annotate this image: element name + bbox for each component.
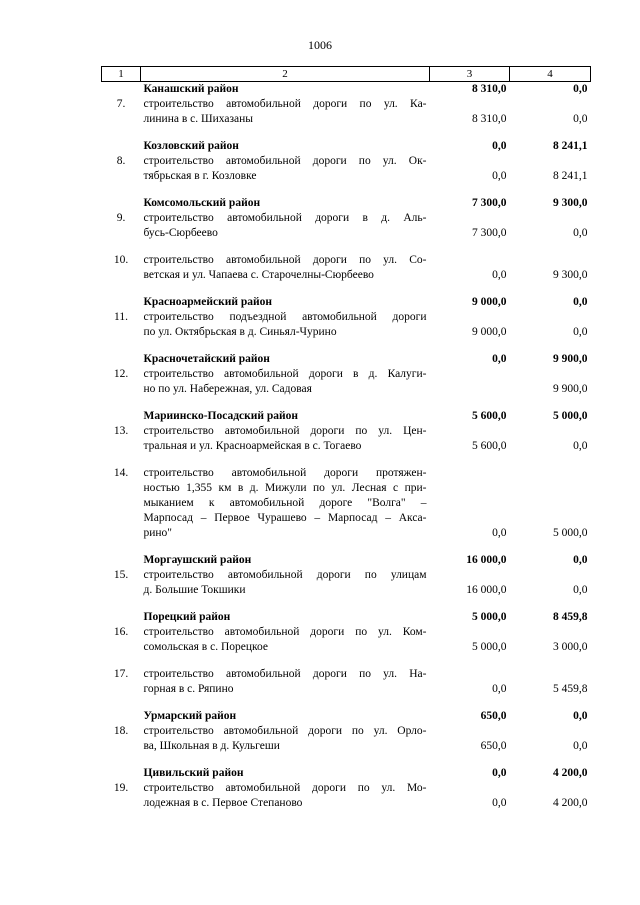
item-value-col3: 0,0 (492, 683, 507, 695)
row-spacer (102, 697, 591, 709)
item-value-col4: 9 900,0 (553, 383, 588, 395)
item-value-col4: 0,0 (573, 326, 588, 338)
district-total-col3: 7 300,0 (472, 197, 507, 209)
district-total-col4: 4 200,0 (553, 767, 588, 779)
description-line: тябрьская в г. Козловке (143, 170, 257, 182)
district-total-col4: 8 459,8 (553, 611, 588, 623)
item-row (102, 424, 591, 454)
item-value-col4: 0,0 (573, 113, 588, 125)
row-spacer (102, 754, 591, 766)
district-name: Моргаушский район (143, 554, 252, 566)
district-row (102, 139, 591, 154)
district-total-col4: 9 300,0 (553, 197, 588, 209)
item-number: 15. (113, 569, 129, 581)
district-total-col3: 16 000,0 (466, 554, 507, 566)
item-value-col3: 0,0 (492, 527, 507, 539)
district-row (102, 352, 591, 367)
description-line: ва, Школьная в д. Кульгеши (143, 740, 280, 752)
item-value-col3: 16 000,0 (466, 584, 507, 596)
district-row (102, 709, 591, 724)
row-number (102, 709, 141, 724)
item-row (102, 367, 591, 397)
district-total-col3: 0,0 (492, 353, 507, 365)
district-total-col4: 9 900,0 (553, 353, 588, 365)
district-total-col3: 5 600,0 (472, 410, 507, 422)
row-spacer (102, 541, 591, 553)
description-line: строительство автомобильной дороги по ул. Орло- (143, 725, 427, 737)
item-description (141, 466, 430, 541)
district-name: Красночетайский район (143, 353, 270, 365)
item-number: 13. (113, 425, 129, 437)
table-header-row (102, 67, 591, 82)
district-row (102, 82, 591, 98)
item-number: 11. (114, 311, 128, 323)
item-value-col3 (430, 367, 510, 397)
item-row (102, 310, 591, 340)
item-row (102, 211, 591, 241)
header-col-1: 1 (102, 67, 141, 82)
row-number (102, 196, 141, 211)
item-row (102, 568, 591, 598)
description-line: тральная и ул. Красноармейская в с. Тогаево (143, 440, 362, 452)
district-total-col3: 5 000,0 (472, 611, 507, 623)
item-row (102, 154, 591, 184)
description-line: ностью 1,355 км в д. Мижули по ул. Лесная с при- (143, 482, 427, 494)
district-name: Комсомольский район (143, 197, 261, 209)
item-value-col3: 650,0 (480, 740, 507, 752)
district-total-col4: 0,0 (573, 296, 588, 308)
item-value-col4: 5 459,8 (553, 683, 588, 695)
description-line: сомольская в с. Порецкое (143, 641, 269, 653)
row-number (102, 139, 141, 154)
item-description (141, 424, 430, 454)
item-value-col4: 5 000,0 (553, 527, 588, 539)
budget-table (101, 66, 591, 811)
item-number: 19. (113, 782, 129, 794)
spacer-cell (102, 655, 591, 667)
district-total-col4: 0,0 (573, 554, 588, 566)
row-number (102, 82, 141, 98)
description-line: но по ул. Набережная, ул. Садовая (143, 383, 312, 395)
item-description (141, 253, 430, 283)
row-number (102, 295, 141, 310)
district-name: Урмарский район (143, 710, 237, 722)
item-row (102, 667, 591, 697)
item-value-col4: 8 241,1 (553, 170, 588, 182)
row-spacer (102, 127, 591, 139)
item-number: 12. (113, 368, 129, 380)
item-value-col3: 0,0 (492, 269, 507, 281)
header-col-2: 2 (141, 67, 430, 82)
district-name: Козловский район (143, 140, 239, 152)
item-value-col3: 7 300,0 (472, 227, 507, 239)
description-line: Марпосад – Первое Чурашево – Марпосад – Акса- (143, 512, 427, 524)
district-total-col4: 5 000,0 (553, 410, 588, 422)
description-line: по ул. Октябрьская в д. Синьял-Чурино (143, 326, 337, 338)
item-description (141, 211, 430, 241)
district-name: Цивильский район (143, 767, 244, 779)
item-row (102, 97, 591, 127)
spacer-cell (102, 541, 591, 553)
row-number (102, 766, 141, 781)
spacer-cell (102, 754, 591, 766)
district-row (102, 553, 591, 568)
item-number: 17. (113, 668, 129, 680)
spacer-cell (102, 241, 591, 253)
description-line: строительство автомобильной дороги по ул. На- (143, 668, 427, 680)
district-total-col4: 0,0 (573, 83, 588, 95)
item-description (141, 154, 430, 184)
item-value-col4: 9 300,0 (553, 269, 588, 281)
row-spacer (102, 184, 591, 196)
item-number: 16. (113, 626, 129, 638)
item-row (102, 466, 591, 541)
item-description (141, 568, 430, 598)
row-number (102, 610, 141, 625)
item-row (102, 625, 591, 655)
description-line: лодежная в с. Первое Степаново (143, 797, 303, 809)
description-line: строительство автомобильной дороги по ул. Цен- (143, 425, 427, 437)
spacer-cell (102, 697, 591, 709)
item-value-col4: 4 200,0 (553, 797, 588, 809)
row-spacer (102, 397, 591, 409)
district-total-col3: 9 000,0 (472, 296, 507, 308)
item-value-col3: 9 000,0 (472, 326, 507, 338)
spacer-cell (102, 598, 591, 610)
description-line: строительство автомобильной дороги протяжен- (143, 467, 427, 479)
description-line: строительство автомобильной дороги по ул. Мо- (143, 782, 427, 794)
row-number (102, 409, 141, 424)
description-line: д. Большие Токшики (143, 584, 246, 596)
item-number: 7. (116, 98, 126, 110)
item-value-col4: 0,0 (573, 584, 588, 596)
spacer-cell (102, 283, 591, 295)
item-row (102, 253, 591, 283)
spacer-cell (102, 184, 591, 196)
district-row (102, 610, 591, 625)
item-description (141, 310, 430, 340)
row-spacer (102, 655, 591, 667)
description-line: строительство автомобильной дороги по ул. Ком- (143, 626, 427, 638)
spacer-cell (102, 340, 591, 352)
description-line: строительство автомобильной дороги по ул. Со- (143, 254, 427, 266)
spacer-cell (102, 454, 591, 466)
item-value-col4: 0,0 (573, 440, 588, 452)
page-number: 1006 (308, 38, 332, 52)
description-line: линина в с. Шихазаны (143, 113, 253, 125)
row-spacer (102, 283, 591, 295)
description-line: строительство автомобильной дороги по улицам (143, 569, 427, 581)
item-number: 18. (113, 725, 129, 737)
item-value-col3: 5 600,0 (472, 440, 507, 452)
district-total-col3: 8 310,0 (472, 83, 507, 95)
description-line: бусь-Сюрбеево (143, 227, 218, 239)
item-number: 8. (116, 155, 126, 167)
item-number: 10. (113, 254, 129, 266)
item-value-col3: 8 310,0 (472, 113, 507, 125)
description-line: ветская и ул. Чапаева с. Старочелны-Сюрбеево (143, 269, 374, 281)
item-value-col3: 5 000,0 (472, 641, 507, 653)
description-line: строительство автомобильной дороги по ул. Ка- (143, 98, 427, 110)
item-row (102, 781, 591, 811)
description-line: строительство автомобильной дороги в д. Аль- (143, 212, 427, 224)
district-name: Порецкий район (143, 611, 231, 623)
description-line: мыканием к автомобильной дороге "Волга" – (143, 497, 427, 509)
district-total-col3: 0,0 (492, 767, 507, 779)
description-line: строительство автомобильной дороги по ул. Ок- (143, 155, 427, 167)
item-description (141, 367, 430, 397)
row-number (102, 553, 141, 568)
item-description (141, 724, 430, 754)
description-line: горная в с. Ряпино (143, 683, 234, 695)
district-total-col3: 0,0 (492, 140, 507, 152)
district-row (102, 295, 591, 310)
district-total-col4: 8 241,1 (553, 140, 588, 152)
spacer-cell (102, 397, 591, 409)
item-description (141, 667, 430, 697)
district-row (102, 196, 591, 211)
district-row (102, 766, 591, 781)
item-value-col4: 3 000,0 (553, 641, 588, 653)
item-value-col4: 0,0 (573, 740, 588, 752)
row-spacer (102, 598, 591, 610)
district-row (102, 409, 591, 424)
district-name: Канашский район (143, 83, 239, 95)
district-name: Мариинско-Посадский район (143, 410, 299, 422)
item-value-col4: 0,0 (573, 227, 588, 239)
header-col-4: 4 (510, 67, 591, 82)
row-spacer (102, 454, 591, 466)
spacer-cell (102, 127, 591, 139)
item-description (141, 781, 430, 811)
row-spacer (102, 241, 591, 253)
item-value-col3: 0,0 (492, 797, 507, 809)
item-value-col3: 0,0 (492, 170, 507, 182)
description-line: рино" (143, 527, 173, 539)
header-col-3: 3 (430, 67, 510, 82)
item-number: 14. (113, 467, 129, 479)
table-body (102, 82, 591, 812)
district-total-col3: 650,0 (480, 710, 507, 722)
description-line: строительство автомобильной дороги в д. Калуги- (143, 368, 427, 380)
row-number (102, 352, 141, 367)
item-row (102, 724, 591, 754)
description-line: строительство подъездной автомобильной дороги (143, 311, 427, 323)
item-description (141, 97, 430, 127)
district-name: Красноармейский район (143, 296, 273, 308)
district-total-col4: 0,0 (573, 710, 588, 722)
row-spacer (102, 340, 591, 352)
item-number: 9. (116, 212, 126, 224)
item-description (141, 625, 430, 655)
